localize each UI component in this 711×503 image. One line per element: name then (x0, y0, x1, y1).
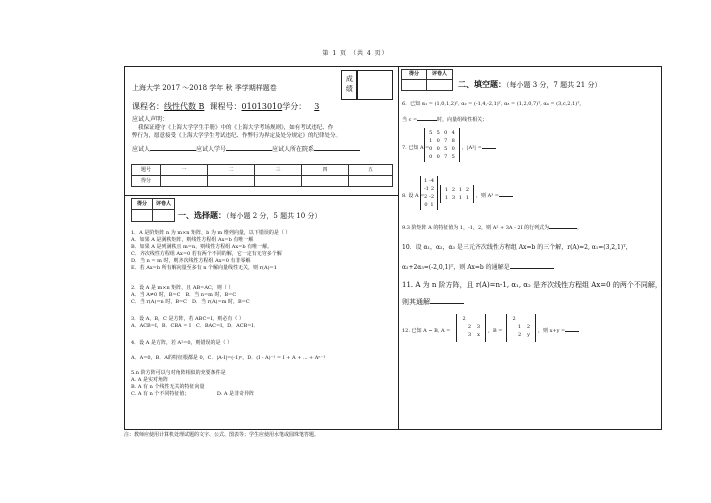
q1 (131, 230, 393, 272)
course-line (132, 102, 327, 112)
examinee-label: 应试人 (132, 146, 151, 153)
q8-r10: 1 (444, 194, 449, 201)
grader-score-label-2: 得分 (401, 69, 427, 80)
q3 (131, 316, 393, 330)
grader-sign-cell-2[interactable] (426, 79, 453, 91)
q9-text: 9.3 阶矩阵 A 的特征值为 1，-1，2，则 A² + 3A - 2I 的行列式为 (402, 225, 550, 231)
q4-stem: 4．设 A 是方阵，若 A²=0，则错误的是（ ） (131, 340, 233, 346)
q4 (131, 340, 393, 362)
q12-a00: 2 (462, 315, 466, 322)
score-table-col-1: 一 (160, 164, 208, 176)
q7-m21: 0 (436, 145, 440, 152)
q7-matrix (424, 128, 460, 162)
q10-line1: 10．设 α₁，α₂，α₃ 是三元齐次线性方程组 Ax=b 的三个解，r(A)=2, α₁=(3,2,1)ᵀ， (402, 244, 632, 251)
q12-tail-text: ，则 x+y = (538, 328, 566, 334)
score-table-header-label: 题号 (131, 164, 161, 176)
examinee-blank[interactable] (150, 150, 196, 151)
q8-matrix-left (420, 176, 438, 210)
q7-m00: 5 (429, 129, 433, 136)
score-table-col-3: 三 (254, 164, 302, 176)
q10-text: α₂+2α₃=(-2,0,1)ᵀ，则 Ax=b 的通解是 (402, 264, 510, 271)
student-no-blank[interactable] (226, 150, 272, 151)
q12-a12: 3 (476, 323, 481, 330)
q7-m22: 5 (444, 145, 448, 152)
exam-title: 上海大学 2017 ～2018 学年 秋 季学期样题卷 (132, 84, 277, 92)
q7-m31: 0 (436, 153, 440, 160)
grader-score-cell-1[interactable] (131, 209, 153, 222)
course-name-value: 线性代数 B (164, 102, 205, 111)
q7-m20: 0 (429, 145, 433, 152)
grader-box-2 (401, 69, 453, 91)
section1-heading (178, 210, 321, 221)
q8-l00: 1 (423, 177, 428, 184)
q6-suffix: 时，向量组线性相关； (437, 117, 488, 123)
q7-m10: 1 (429, 137, 433, 144)
course-name-label: 课程名： (132, 102, 164, 111)
score-cell-4[interactable] (301, 175, 349, 187)
section2-note: （每小题 3 分，7 题共 21 分） (506, 81, 602, 89)
section2-heading (458, 79, 601, 90)
grade-label: 成绩 (341, 70, 357, 100)
q8-l31: 1 (430, 201, 434, 208)
credit-label: 学分： (282, 102, 307, 111)
q12-a11: 2 (467, 323, 471, 330)
q6-blank[interactable] (417, 120, 437, 121)
grader-score-cell-2[interactable] (401, 79, 427, 91)
score-table-score-label: 得分 (131, 175, 161, 187)
score-cell-3[interactable] (254, 175, 302, 187)
q11-blank[interactable] (430, 303, 464, 304)
q8-r03: 2 (465, 186, 470, 193)
q5-option-b: B. A 有 n 个线性无关的特征向量 (131, 384, 205, 390)
q8-l10: -1 (423, 185, 429, 192)
q8-r01: 2 (451, 186, 456, 193)
grader-label-2: 评卷人 (426, 69, 453, 80)
score-table-col-5: 五 (348, 164, 393, 176)
score-table-col-2: 二 (207, 164, 255, 176)
section2-title: 二、填空题： (458, 79, 506, 89)
q12-b00: 2 (512, 315, 516, 322)
q12-mid: ，B = (488, 328, 503, 334)
q12-matrix-a (456, 314, 486, 342)
q8-tail-text: ，则 A³ = (476, 193, 499, 199)
q7-m03: 4 (451, 129, 455, 136)
score-cell-5[interactable] (348, 175, 393, 187)
q11-line2 (402, 298, 464, 307)
q8-r13: 1 (465, 194, 470, 201)
q7-m30: 0 (429, 153, 433, 160)
q7-m02: 0 (444, 129, 448, 136)
q12-b21: 2 (517, 331, 522, 338)
declaration-line-2: 弊行为，愿意接受《上海大学学生考试违纪、作弊行为界定及处分规定》的纪律处分。 (132, 133, 342, 139)
declaration-heading: 应试人声明： (132, 116, 169, 123)
grader-sign-cell-1[interactable] (152, 209, 175, 222)
q7-label: 7. 已知 A = (402, 145, 430, 151)
q12-label: 12. 已知 A ~ B, A = (402, 328, 451, 334)
q8-tail (476, 193, 513, 199)
q5-stem: 5.n 阶方阵可以与对角阵相似的充要条件是 (131, 370, 226, 376)
grader-label-1: 评卷人 (152, 198, 175, 210)
q4-options: A．A=0，B．A的特征根都是 0，C．|A-I|=(-1)ⁿ，D．(I - A)⁻¹ = I + A + ⋯ + Aⁿ⁻¹ (131, 355, 326, 361)
q1-option-d: D．当 n = m 时，则齐次线性方程组 Ax=0 有非零解 (131, 258, 251, 264)
section1-title: 一、选择题： (178, 210, 226, 220)
course-no-label: 课程号： (209, 102, 242, 111)
q10-line2 (402, 264, 554, 272)
grader-score-label-1: 得分 (131, 198, 153, 210)
q1-stem: 1．A 是阶矩阵 n 为 m×n 矩阵，b 为 m 维列向量，以下错误的是（ ） (131, 230, 291, 236)
department-label: 应试人所在院系 (272, 146, 315, 153)
course-no-value: 01013010 (241, 102, 283, 111)
score-table-col-4: 四 (301, 164, 349, 176)
section1-questions (131, 230, 393, 398)
q6-prefix: 当 c = (402, 117, 418, 123)
q7-m11: 0 (436, 137, 440, 144)
q8-l11: 2 (430, 185, 435, 192)
q11-text: 则其通解 (402, 298, 430, 306)
q12-a22: x (477, 331, 480, 338)
q5-option-a: A. A 是实对角阵 (131, 377, 168, 383)
q7-blank[interactable] (482, 148, 496, 149)
q1-option-e: E．若 Ax=b 所有解向量至多有 n 个解向量线性无关，则 r(A)=1 (131, 265, 277, 271)
q8-l30: 0 (424, 201, 428, 208)
q8-matrix-right (440, 185, 474, 203)
q8-l20: 2 (423, 193, 428, 200)
grader-box-1 (131, 198, 175, 222)
page-header: 第 1 页 （共 4 页） (322, 50, 389, 57)
q12-matrix-b (506, 314, 536, 342)
q7-m32: 7 (444, 153, 448, 160)
q9: 9.3 阶矩阵 A 的特征值为 1，-1，2，则 A² + 3A - 2I 的行列式为 ， (402, 225, 583, 231)
q5-option-cd: C. A 有 n 个不同特征值； D. A 是非奇异阵 (131, 391, 255, 397)
score-cell-2[interactable] (207, 175, 255, 187)
q2-options-cd: C．当 r(A)=n 时，B=C D．当 r(A)=m 时，B=C (131, 299, 250, 305)
q7-tail-text: ，|A²| = (462, 145, 482, 151)
q8-l01: -4 (429, 177, 435, 184)
q6-line1: 6．已知 α₁ = (1,0,1,2)ᵀ, α₂ = (-1,4,-2,1)ᵀ, α₃ = (1,2,0,7)ᵀ, α₄ = (3,c,2,1)ᵀ， (402, 101, 585, 107)
q12-b22: y (527, 331, 530, 338)
department-blank[interactable] (314, 150, 360, 151)
q7-m23: 0 (451, 145, 455, 152)
q11-line1: 11. A 为 n 阶方阵，且 r(A)=n-1, α₁, α₂ 是齐次线性方程组 Ax=0 的两个不同解， (402, 281, 662, 289)
q3-stem: 3．设 A，B，C 是方阵，若 ABC=I，则必有（ ） (131, 316, 245, 322)
q10-blank[interactable] (510, 268, 554, 269)
q8-r12: 1 (458, 194, 463, 201)
section1-note: （每小题 2 分，5 题共 10 分） (226, 212, 322, 220)
q7-m13: 8 (451, 137, 455, 144)
q6-line2 (402, 117, 487, 123)
q1-option-b: B．如果 A 是列满秩且 m=n，则线性方程组 Ax=b 有唯一解。 (131, 244, 273, 250)
q12-blank[interactable] (565, 331, 579, 332)
student-no-label: 应试人学号 (196, 146, 227, 153)
q2-stem: 2．设 A 是 m×n 矩阵，且 AB=AC，则（ ） (131, 285, 234, 291)
credit-value: 3 (314, 102, 320, 111)
q9-blank[interactable] (549, 228, 577, 229)
q8-r02: 1 (458, 186, 463, 193)
q7-tail (462, 145, 496, 151)
signature-line (132, 146, 360, 154)
score-cell-1[interactable] (160, 175, 208, 187)
q5 (131, 370, 393, 398)
q1-option-c: C．齐次线性方程组 Ax=0 若有两个不同的解，它一定有无穷多个解 (131, 251, 282, 257)
q7-m33: 5 (451, 153, 455, 160)
q2 (131, 285, 393, 306)
q8-l21: -2 (429, 193, 435, 200)
q8-r00: 1 (444, 186, 449, 193)
q12-a21: 3 (467, 331, 472, 338)
left-separator (124, 195, 398, 196)
q12-b11: 1 (517, 323, 521, 330)
q7-m01: 5 (436, 129, 440, 136)
score-table (131, 164, 393, 188)
q7-m12: 7 (444, 137, 448, 144)
footer-note: 注：教师应使用计算机处理试题的文字、公式、图表等；学生应使用水笔或圆珠笔答题。 (124, 432, 320, 438)
grade-box[interactable] (357, 70, 393, 100)
q3-options: A．ACB=I，B．CBA = I C．BAC=I，D．ACB=I． (131, 323, 259, 329)
q2-options-ab: A．当 A≠0 时，B=C B．当 n=m 时，B=C (131, 292, 237, 298)
q8-blank[interactable] (499, 196, 513, 197)
declaration-line-1: 我保证遵守《上海大学学生手册》中的《上海大学考场规则》，如有考试违纪、作 (138, 125, 334, 131)
q8-r11: 3 (451, 194, 456, 201)
q8-label: 8. 设 A = (402, 193, 425, 199)
column-divider (398, 66, 399, 430)
q12-tail (538, 328, 579, 334)
q12-b12: 2 (526, 323, 531, 330)
q1-option-a: A．如果 A 是满秩矩阵，则线性方程组 Ax=b 有唯一解 (131, 237, 254, 243)
